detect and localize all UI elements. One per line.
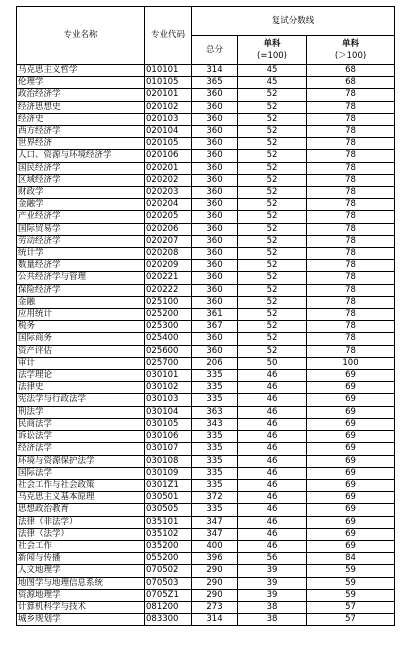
major-name-cell: 金融学 [17, 199, 145, 211]
single-over-100-cell: 69 [307, 418, 395, 430]
major-name-cell: 应用统计 [17, 309, 145, 321]
table-row [17, 126, 395, 138]
major-name-cell: 社会工作与社会政策 [17, 479, 145, 491]
total-score-cell: 360 [192, 345, 238, 357]
total-score-cell: 372 [192, 492, 238, 504]
table-body [17, 65, 395, 626]
single-100-cell: 45 [238, 65, 307, 77]
total-score-cell: 360 [192, 101, 238, 113]
major-name-cell: 经济史 [17, 113, 145, 125]
table-row [17, 589, 395, 601]
major-code-cell: 030501 [145, 492, 192, 504]
table-row [17, 345, 395, 357]
major-code-cell: 030103 [145, 394, 192, 406]
single-over-100-cell: 78 [307, 101, 395, 113]
major-name-cell: 思想政治教育 [17, 504, 145, 516]
header-single-over-100-note: (＞100) [334, 51, 367, 61]
major-code-cell: 035101 [145, 516, 192, 528]
major-code-cell: 025100 [145, 296, 192, 308]
major-code-cell: 025600 [145, 345, 192, 357]
major-name-cell: 西方经济学 [17, 126, 145, 138]
single-over-100-cell: 68 [307, 65, 395, 77]
table-row [17, 565, 395, 577]
header-retest-line: 复试分数线 [192, 7, 395, 36]
single-over-100-cell: 78 [307, 89, 395, 101]
table-row [17, 431, 395, 443]
major-name-cell: 城乡规划学 [17, 614, 145, 626]
major-code-cell: 030107 [145, 443, 192, 455]
table-row [17, 248, 395, 260]
table-row [17, 101, 395, 113]
major-code-cell: 035200 [145, 540, 192, 552]
single-100-cell: 52 [238, 211, 307, 223]
table-row [17, 89, 395, 101]
major-name-cell: 伦理学 [17, 77, 145, 89]
table-row [17, 467, 395, 479]
major-code-cell: 020221 [145, 272, 192, 284]
total-score-cell: 360 [192, 138, 238, 150]
total-score-cell: 360 [192, 260, 238, 272]
total-score-cell: 400 [192, 540, 238, 552]
single-100-cell: 46 [238, 492, 307, 504]
single-over-100-cell: 78 [307, 174, 395, 186]
total-score-cell: 360 [192, 187, 238, 199]
header-single-over-100 [307, 36, 395, 65]
total-score-cell: 360 [192, 211, 238, 223]
total-score-cell: 367 [192, 321, 238, 333]
single-over-100-cell: 78 [307, 296, 395, 308]
table-row [17, 187, 395, 199]
total-score-cell: 347 [192, 516, 238, 528]
single-over-100-cell: 69 [307, 394, 395, 406]
score-table-container [16, 6, 395, 626]
major-name-cell: 金融 [17, 296, 145, 308]
table-row [17, 443, 395, 455]
single-over-100-cell: 68 [307, 77, 395, 89]
single-over-100-cell: 78 [307, 272, 395, 284]
single-100-cell: 46 [238, 504, 307, 516]
single-over-100-cell: 59 [307, 589, 395, 601]
single-100-cell: 46 [238, 382, 307, 394]
table-row [17, 211, 395, 223]
single-100-cell: 52 [238, 126, 307, 138]
single-100-cell: 52 [238, 321, 307, 333]
single-over-100-cell: 78 [307, 223, 395, 235]
table-row [17, 418, 395, 430]
total-score-cell: 335 [192, 431, 238, 443]
total-score-cell: 206 [192, 357, 238, 369]
major-code-cell: 020202 [145, 174, 192, 186]
table-row [17, 406, 395, 418]
table-row [17, 65, 395, 77]
major-code-cell: 025200 [145, 309, 192, 321]
single-over-100-cell: 69 [307, 467, 395, 479]
table-row [17, 479, 395, 491]
single-100-cell: 46 [238, 406, 307, 418]
major-name-cell: 税务 [17, 321, 145, 333]
single-over-100-cell: 78 [307, 345, 395, 357]
table-row [17, 199, 395, 211]
major-code-cell: 020205 [145, 211, 192, 223]
major-name-cell: 新闻与传播 [17, 553, 145, 565]
total-score-cell: 360 [192, 199, 238, 211]
table-row [17, 370, 395, 382]
total-score-cell: 360 [192, 296, 238, 308]
single-over-100-cell: 78 [307, 162, 395, 174]
table-row [17, 394, 395, 406]
single-100-cell: 46 [238, 540, 307, 552]
major-name-cell: 人口、资源与环境经济学 [17, 150, 145, 162]
major-name-cell: 刑法学 [17, 406, 145, 418]
single-100-cell: 46 [238, 394, 307, 406]
major-name-cell: 公共经济学与管理 [17, 272, 145, 284]
table-row [17, 614, 395, 626]
major-code-cell: 010105 [145, 77, 192, 89]
major-name-cell: 审计 [17, 357, 145, 369]
single-over-100-cell: 69 [307, 492, 395, 504]
single-100-cell: 52 [238, 309, 307, 321]
single-100-cell: 52 [238, 113, 307, 125]
table-row [17, 455, 395, 467]
major-code-cell: 020207 [145, 235, 192, 247]
major-name-cell: 经济法学 [17, 443, 145, 455]
major-code-cell: 083300 [145, 614, 192, 626]
major-code-cell: 030106 [145, 431, 192, 443]
major-code-cell: 020222 [145, 284, 192, 296]
major-code-cell: 020103 [145, 113, 192, 125]
single-100-cell: 52 [238, 284, 307, 296]
single-100-cell: 46 [238, 455, 307, 467]
total-score-cell: 360 [192, 113, 238, 125]
major-code-cell: 020101 [145, 89, 192, 101]
header-single-100-note: (=100) [257, 51, 287, 61]
single-over-100-cell: 78 [307, 309, 395, 321]
major-code-cell: 035102 [145, 528, 192, 540]
total-score-cell: 360 [192, 235, 238, 247]
single-100-cell: 52 [238, 333, 307, 345]
total-score-cell: 360 [192, 272, 238, 284]
major-name-cell: 产业经济学 [17, 211, 145, 223]
total-score-cell: 360 [192, 174, 238, 186]
single-over-100-cell: 69 [307, 370, 395, 382]
single-over-100-cell: 78 [307, 211, 395, 223]
single-100-cell: 52 [238, 162, 307, 174]
single-100-cell: 50 [238, 357, 307, 369]
table-row [17, 333, 395, 345]
total-score-cell: 273 [192, 601, 238, 613]
major-name-cell: 马克思主义基本原理 [17, 492, 145, 504]
table-row [17, 223, 395, 235]
single-over-100-cell: 69 [307, 406, 395, 418]
table-row [17, 272, 395, 284]
table-row [17, 516, 395, 528]
major-code-cell: 020209 [145, 260, 192, 272]
single-over-100-cell: 78 [307, 235, 395, 247]
header-major-name: 专业名称 [17, 7, 145, 65]
single-100-cell: 46 [238, 516, 307, 528]
single-over-100-cell: 78 [307, 113, 395, 125]
major-code-cell: 030101 [145, 370, 192, 382]
header-total: 总分 [192, 36, 238, 65]
single-over-100-cell: 100 [307, 357, 395, 369]
total-score-cell: 314 [192, 65, 238, 77]
major-name-cell: 人文地理学 [17, 565, 145, 577]
total-score-cell: 290 [192, 589, 238, 601]
major-code-cell: 020208 [145, 248, 192, 260]
single-over-100-cell: 78 [307, 284, 395, 296]
total-score-cell: 335 [192, 479, 238, 491]
major-name-cell: 宪法学与行政法学 [17, 394, 145, 406]
single-over-100-cell: 69 [307, 516, 395, 528]
major-name-cell: 资产评估 [17, 345, 145, 357]
total-score-cell: 360 [192, 162, 238, 174]
total-score-cell: 335 [192, 504, 238, 516]
single-100-cell: 52 [238, 199, 307, 211]
table-row [17, 235, 395, 247]
single-over-100-cell: 78 [307, 187, 395, 199]
total-score-cell: 335 [192, 443, 238, 455]
major-name-cell: 劳动经济学 [17, 235, 145, 247]
single-100-cell: 52 [238, 150, 307, 162]
total-score-cell: 335 [192, 394, 238, 406]
single-over-100-cell: 57 [307, 614, 395, 626]
single-100-cell: 52 [238, 345, 307, 357]
major-name-cell: 国际贸易学 [17, 223, 145, 235]
single-100-cell: 39 [238, 565, 307, 577]
major-code-cell: 020104 [145, 126, 192, 138]
single-100-cell: 46 [238, 479, 307, 491]
total-score-cell: 335 [192, 382, 238, 394]
single-100-cell: 46 [238, 370, 307, 382]
single-100-cell: 56 [238, 553, 307, 565]
major-code-cell: 030105 [145, 418, 192, 430]
score-table [16, 6, 395, 626]
major-code-cell: 030505 [145, 504, 192, 516]
major-name-cell: 法学理论 [17, 370, 145, 382]
major-code-cell: 020204 [145, 199, 192, 211]
single-over-100-cell: 78 [307, 138, 395, 150]
single-100-cell: 52 [238, 138, 307, 150]
table-row [17, 504, 395, 516]
major-code-cell: 020102 [145, 101, 192, 113]
major-code-cell: 030108 [145, 455, 192, 467]
single-100-cell: 52 [238, 223, 307, 235]
major-code-cell: 025700 [145, 357, 192, 369]
table-row [17, 382, 395, 394]
header-single-over-100-label: 单科 [341, 39, 359, 49]
table-row [17, 296, 395, 308]
single-over-100-cell: 84 [307, 553, 395, 565]
table-row [17, 138, 395, 150]
major-name-cell: 经济思想史 [17, 101, 145, 113]
total-score-cell: 396 [192, 553, 238, 565]
single-over-100-cell: 78 [307, 199, 395, 211]
major-name-cell: 马克思主义哲学 [17, 65, 145, 77]
header-major-code: 专业代码 [145, 7, 192, 65]
table-row [17, 260, 395, 272]
single-over-100-cell: 69 [307, 431, 395, 443]
single-over-100-cell: 69 [307, 540, 395, 552]
major-code-cell: 025400 [145, 333, 192, 345]
major-code-cell: 0301Z1 [145, 479, 192, 491]
single-100-cell: 46 [238, 528, 307, 540]
major-name-cell: 世界经济 [17, 138, 145, 150]
total-score-cell: 360 [192, 89, 238, 101]
single-100-cell: 52 [238, 260, 307, 272]
major-name-cell: 法律（非法学） [17, 516, 145, 528]
major-name-cell: 国际商务 [17, 333, 145, 345]
table-row [17, 309, 395, 321]
single-over-100-cell: 69 [307, 528, 395, 540]
header-single-100 [238, 36, 307, 65]
major-name-cell: 民商法学 [17, 418, 145, 430]
total-score-cell: 365 [192, 77, 238, 89]
single-100-cell: 38 [238, 601, 307, 613]
major-name-cell: 地图学与地理信息系统 [17, 577, 145, 589]
major-name-cell: 法律史 [17, 382, 145, 394]
major-code-cell: 020105 [145, 138, 192, 150]
major-name-cell: 社会工作 [17, 540, 145, 552]
major-code-cell: 055200 [145, 553, 192, 565]
total-score-cell: 290 [192, 565, 238, 577]
table-row [17, 577, 395, 589]
major-code-cell: 020206 [145, 223, 192, 235]
single-over-100-cell: 69 [307, 382, 395, 394]
total-score-cell: 360 [192, 248, 238, 260]
major-name-cell: 计算机科学与技术 [17, 601, 145, 613]
single-100-cell: 46 [238, 418, 307, 430]
total-score-cell: 314 [192, 614, 238, 626]
single-100-cell: 52 [238, 272, 307, 284]
header-single-100-label: 单科 [263, 39, 281, 49]
single-over-100-cell: 78 [307, 150, 395, 162]
major-name-cell: 数量经济学 [17, 260, 145, 272]
major-name-cell: 环境与资源保护法学 [17, 455, 145, 467]
table-row [17, 150, 395, 162]
single-over-100-cell: 59 [307, 565, 395, 577]
table-row [17, 601, 395, 613]
major-name-cell: 区域经济学 [17, 174, 145, 186]
major-code-cell: 0705Z1 [145, 589, 192, 601]
single-over-100-cell: 78 [307, 333, 395, 345]
table-row [17, 113, 395, 125]
total-score-cell: 360 [192, 126, 238, 138]
major-code-cell: 020201 [145, 162, 192, 174]
major-code-cell: 030109 [145, 467, 192, 479]
major-name-cell: 法律（法学） [17, 528, 145, 540]
single-100-cell: 52 [238, 296, 307, 308]
table-row [17, 357, 395, 369]
major-code-cell: 070503 [145, 577, 192, 589]
table-row [17, 321, 395, 333]
single-100-cell: 45 [238, 77, 307, 89]
single-over-100-cell: 78 [307, 126, 395, 138]
single-over-100-cell: 78 [307, 321, 395, 333]
major-name-cell: 国际法学 [17, 467, 145, 479]
table-row [17, 528, 395, 540]
table-row [17, 174, 395, 186]
single-100-cell: 38 [238, 614, 307, 626]
single-100-cell: 39 [238, 589, 307, 601]
single-over-100-cell: 78 [307, 248, 395, 260]
total-score-cell: 335 [192, 370, 238, 382]
single-over-100-cell: 78 [307, 260, 395, 272]
major-name-cell: 资源地理学 [17, 589, 145, 601]
single-100-cell: 52 [238, 248, 307, 260]
single-over-100-cell: 57 [307, 601, 395, 613]
table-row [17, 284, 395, 296]
single-100-cell: 52 [238, 89, 307, 101]
table-row [17, 553, 395, 565]
single-100-cell: 52 [238, 101, 307, 113]
table-row [17, 77, 395, 89]
table-row [17, 492, 395, 504]
major-name-cell: 统计学 [17, 248, 145, 260]
major-name-cell: 财政学 [17, 187, 145, 199]
total-score-cell: 360 [192, 333, 238, 345]
major-code-cell: 020203 [145, 187, 192, 199]
major-name-cell: 国民经济学 [17, 162, 145, 174]
major-code-cell: 081200 [145, 601, 192, 613]
major-name-cell: 诉讼法学 [17, 431, 145, 443]
total-score-cell: 347 [192, 528, 238, 540]
table-row [17, 162, 395, 174]
major-code-cell: 010101 [145, 65, 192, 77]
total-score-cell: 335 [192, 467, 238, 479]
single-100-cell: 46 [238, 431, 307, 443]
single-100-cell: 52 [238, 235, 307, 247]
total-score-cell: 363 [192, 406, 238, 418]
total-score-cell: 343 [192, 418, 238, 430]
table-row [17, 540, 395, 552]
single-over-100-cell: 59 [307, 577, 395, 589]
major-code-cell: 030102 [145, 382, 192, 394]
single-100-cell: 46 [238, 443, 307, 455]
single-over-100-cell: 69 [307, 504, 395, 516]
total-score-cell: 360 [192, 284, 238, 296]
single-100-cell: 52 [238, 174, 307, 186]
total-score-cell: 360 [192, 223, 238, 235]
major-code-cell: 070502 [145, 565, 192, 577]
single-100-cell: 52 [238, 187, 307, 199]
major-code-cell: 020106 [145, 150, 192, 162]
single-over-100-cell: 69 [307, 443, 395, 455]
major-name-cell: 政治经济学 [17, 89, 145, 101]
single-100-cell: 39 [238, 577, 307, 589]
single-over-100-cell: 69 [307, 479, 395, 491]
total-score-cell: 290 [192, 577, 238, 589]
major-code-cell: 030104 [145, 406, 192, 418]
total-score-cell: 335 [192, 455, 238, 467]
major-name-cell: 保险经济学 [17, 284, 145, 296]
total-score-cell: 361 [192, 309, 238, 321]
major-code-cell: 025300 [145, 321, 192, 333]
single-over-100-cell: 69 [307, 455, 395, 467]
single-100-cell: 46 [238, 467, 307, 479]
total-score-cell: 360 [192, 150, 238, 162]
